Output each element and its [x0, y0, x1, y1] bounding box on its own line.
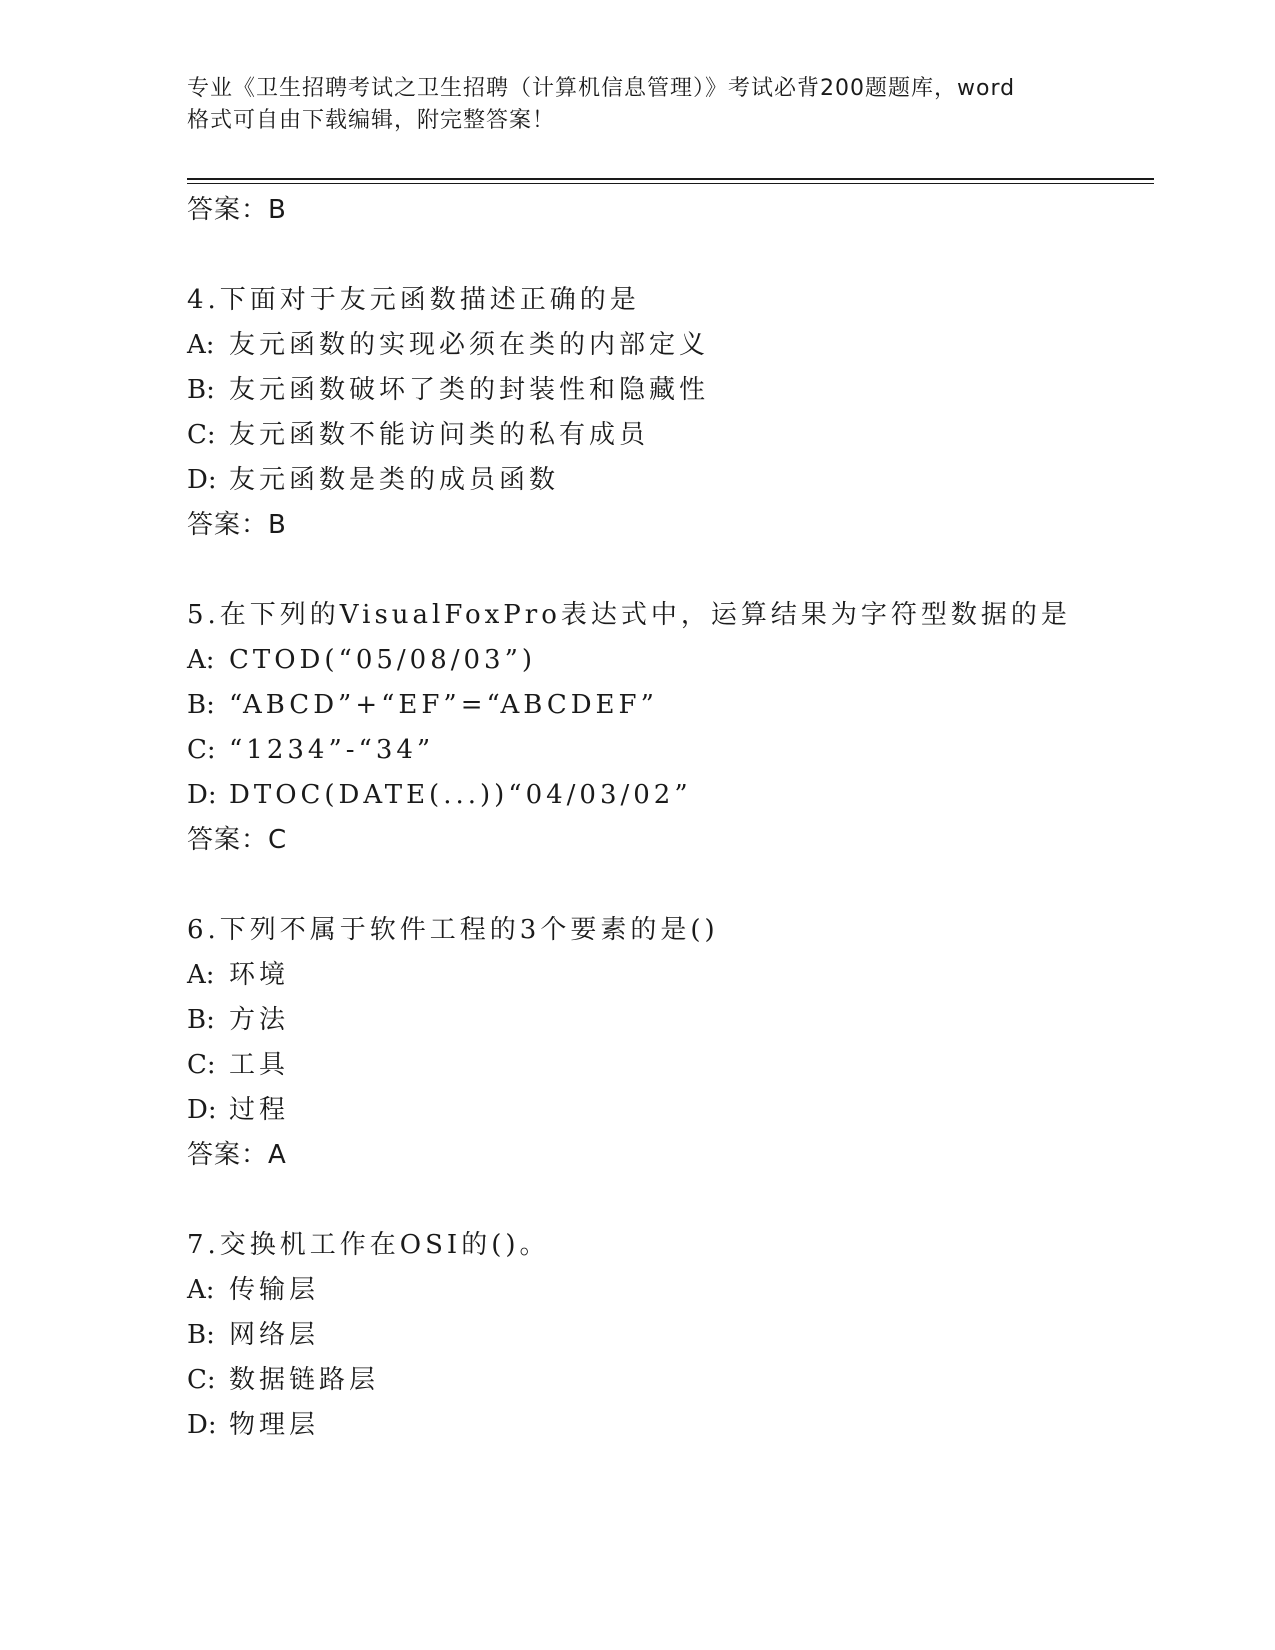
question-6-stem: 6.下列不属于软件工程的3个要素的是() [187, 915, 719, 945]
option-text: 工具 [229, 1050, 290, 1080]
option-label: D: [187, 1410, 217, 1440]
answer-q3: 答案：B [187, 195, 287, 225]
option-text: 友元函数的实现必须在类的内部定义 [229, 330, 710, 360]
option-label: B: [187, 1005, 215, 1035]
option-text: 方法 [229, 1005, 290, 1035]
answer-q5: 答案：C [187, 825, 288, 855]
question-4-option-b [187, 373, 709, 407]
question-5-option-d [187, 778, 692, 812]
question-6-option-a [187, 958, 289, 992]
option-label: B: [187, 375, 215, 405]
header-rule-thick [187, 178, 1154, 180]
option-text: 环境 [229, 960, 290, 990]
header-rule-thin [187, 183, 1154, 184]
option-label: D: [187, 780, 217, 810]
option-label: B: [187, 690, 215, 720]
option-label: A: [187, 1275, 215, 1305]
answer-q6: 答案：A [187, 1140, 287, 1170]
question-6-option-c [187, 1048, 289, 1082]
question-5-stem: 5.在下列的VisualFoxPro表达式中，运算结果为字符型数据的是 [187, 600, 1071, 630]
option-label: D: [187, 465, 217, 495]
question-7-option-a [187, 1273, 319, 1307]
question-4-option-d [187, 463, 559, 497]
question-5-option-c [187, 733, 434, 767]
option-text: “ABCD”+“EF”=“ABCDEF” [229, 690, 658, 720]
question-7-option-d [187, 1408, 319, 1442]
option-text: 物理层 [229, 1410, 320, 1440]
option-label: A: [187, 645, 215, 675]
option-text: “1234”-“34” [229, 735, 435, 765]
question-4-stem: 4.下面对于友元函数描述正确的是 [187, 285, 640, 315]
option-text: 友元函数是类的成员函数 [229, 465, 560, 495]
option-label: A: [187, 960, 215, 990]
option-text: DTOC(DATE(...))“04/03/02” [229, 780, 692, 810]
question-5-option-a [187, 643, 536, 677]
option-text: 数据链路层 [229, 1365, 380, 1395]
option-text: 网络层 [229, 1320, 320, 1350]
question-4-option-a [187, 328, 709, 362]
option-label: C: [187, 1365, 216, 1395]
option-label: C: [187, 735, 216, 765]
option-label: A: [187, 330, 215, 360]
header-line-2: 格式可自由下载编辑，附完整答案！ [187, 108, 556, 133]
question-6-option-b [187, 1003, 289, 1037]
header-line-1: 专业《卫生招聘考试之卫生招聘（计算机信息管理）》考试必背200题题库，word [187, 76, 1016, 101]
option-label: B: [187, 1320, 215, 1350]
option-text: 友元函数破坏了类的封装性和隐藏性 [229, 375, 710, 405]
option-label: D: [187, 1095, 217, 1125]
question-6-option-d [187, 1093, 289, 1127]
option-text: 过程 [229, 1095, 290, 1125]
question-5-option-b [187, 688, 658, 722]
question-4-option-c [187, 418, 649, 452]
option-label: C: [187, 420, 216, 450]
option-text: CTOD(“05/08/03”) [229, 645, 537, 675]
option-label: C: [187, 1050, 216, 1080]
document-header [187, 73, 1087, 137]
question-7-option-c [187, 1363, 379, 1397]
answer-q4: 答案：B [187, 510, 287, 540]
option-text: 传输层 [229, 1275, 320, 1305]
question-7-option-b [187, 1318, 319, 1352]
question-7-stem: 7.交换机工作在OSI的()。 [187, 1230, 550, 1260]
option-text: 友元函数不能访问类的私有成员 [229, 420, 650, 450]
